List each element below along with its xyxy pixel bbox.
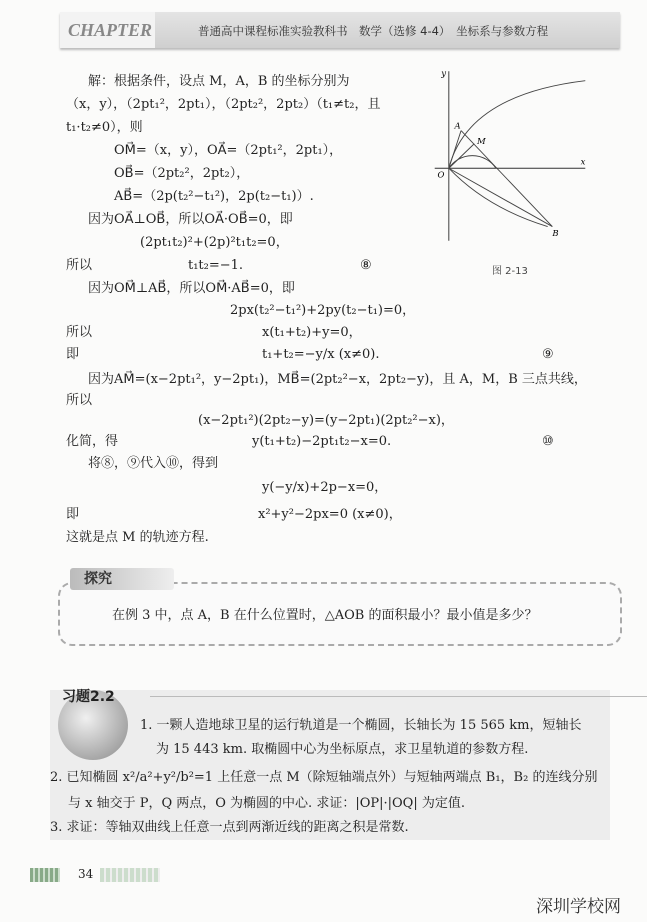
solution-line: OM⃗=（x，y），OA⃗=（2pt₁²，2pt₁）， — [114, 143, 343, 158]
exercise-line: 2. 已知椭圆 x²/a²+y²/b²=1 上任意一点 M（除短轴端点外）与短轴两端点 B₁，B₂ 的连线分别 — [50, 770, 598, 785]
explore-text: 在例 3 中，点 A，B 在什么位置时，△AOB 的面积最小？最小值是多少？ — [112, 608, 538, 623]
exercise-badge-icon — [58, 690, 128, 760]
equation-number: ⑩ — [542, 434, 554, 449]
parabola-upper — [449, 81, 585, 169]
exercises-box — [50, 690, 610, 840]
exercise-line: 为 15 443 km. 取椭圆中心为坐标原点，求卫星轨道的参数方程. — [156, 742, 529, 757]
equation-number: ⑨ — [542, 347, 554, 362]
chapter-label: CHAPTER — [68, 20, 153, 40]
parabola-figure — [430, 66, 590, 246]
solution-line: 2px(t₂²−t₁²)+2py(t₂−t₁)=0， — [230, 303, 416, 318]
label-O: O — [437, 169, 445, 180]
book-title: 普通高中课程标准实验教科书 数学（选修 4-4） 坐标系与参数方程 — [198, 24, 549, 38]
solution-line: 因为OA⃗⊥OB⃗，所以OA⃗·OB⃗=0，即 — [88, 212, 293, 227]
solution-line: t₁t₂=−1. — [188, 258, 244, 273]
solution-line: t₁·t₂≠0），则 — [66, 120, 143, 135]
solution-line: 所以 — [66, 325, 93, 340]
explore-box — [58, 582, 622, 646]
label-x: x — [580, 156, 586, 167]
footer-decoration — [30, 868, 60, 882]
label-A: A — [454, 120, 461, 131]
footer-decoration — [100, 868, 160, 882]
solution-line: x(t₁+t₂)+y=0， — [262, 325, 362, 340]
solution-line: 化简，得 — [66, 434, 119, 449]
solution-line: (2pt₁t₂)²+(2p)²t₁t₂=0， — [140, 235, 289, 250]
solution-line: 所以 — [66, 393, 93, 408]
solution-line: y(−y/x)+2p−x=0， — [262, 480, 388, 495]
solution-line: OB⃗=（2pt₂²，2pt₂）， — [114, 166, 250, 181]
figure-caption: 图 2-13 — [492, 266, 528, 277]
solution-line: 因为OM⃗⊥AB⃗，所以OM⃗·AB⃗=0，即 — [88, 281, 295, 296]
solution-line: （x，y），（2pt₁²，2pt₁），（2pt₂²，2pt₂）（t₁≠t₂，且 — [66, 97, 381, 112]
equation-number: ⑧ — [360, 258, 372, 273]
chapter-header — [60, 12, 620, 48]
divider — [150, 696, 647, 697]
solution-line: 即 — [66, 347, 80, 362]
exercise-line: 1. 一颗人造地球卫星的运行轨道是一个椭圆，长轴长为 15 565 km，短轴长 — [140, 718, 582, 733]
page-number: 34 — [78, 867, 94, 881]
solution-line: (x−2pt₁²)(2pt₂−y)=(y−2pt₁)(2pt₂²−x)， — [198, 413, 454, 428]
label-B: B — [552, 228, 559, 238]
solution-line: 因为AM⃗=(x−2pt₁²，y−2pt₁)，MB⃗=(2pt₂²−x，2pt₂−y)，且 A，M，B 三点共线， — [88, 372, 587, 387]
segment-OB — [449, 168, 553, 226]
explore-tag: 探究 — [70, 568, 174, 590]
solution-line: 即 — [66, 507, 80, 522]
solution-line: AB⃗=（2p(t₂²−t₁²)，2p(t₂−t₁)）. — [114, 189, 314, 204]
solution-line: 将⑧，⑨代入⑩，得到 — [88, 456, 219, 471]
solution-line: t₁+t₂=−y/x (x≠0). — [262, 347, 380, 362]
solution-line: x²+y²−2px=0 (x≠0)， — [258, 507, 402, 522]
label-y: y — [441, 68, 447, 78]
solution-line: 解：根据条件，设点 M，A，B 的坐标分别为 — [88, 74, 350, 89]
exercise-badge-label: 习题2.2 — [62, 689, 115, 705]
solution-line: y(t₁+t₂)−2pt₁t₂−x=0. — [252, 434, 392, 449]
solution-line: 所以 — [66, 258, 93, 273]
watermark: 深圳学校网 — [536, 897, 621, 917]
segment-AB — [461, 131, 552, 227]
solution-line: 这就是点 M 的轨迹方程. — [66, 530, 209, 545]
label-M: M — [477, 135, 486, 146]
exercise-line: 3. 求证：等轴双曲线上任意一点到两渐近线的距离之积是常数. — [50, 820, 409, 835]
exercise-line: 与 x 轴交于 P，Q 两点，O 为椭圆的中心. 求证：|OP|·|OQ| 为定值. — [68, 796, 465, 811]
